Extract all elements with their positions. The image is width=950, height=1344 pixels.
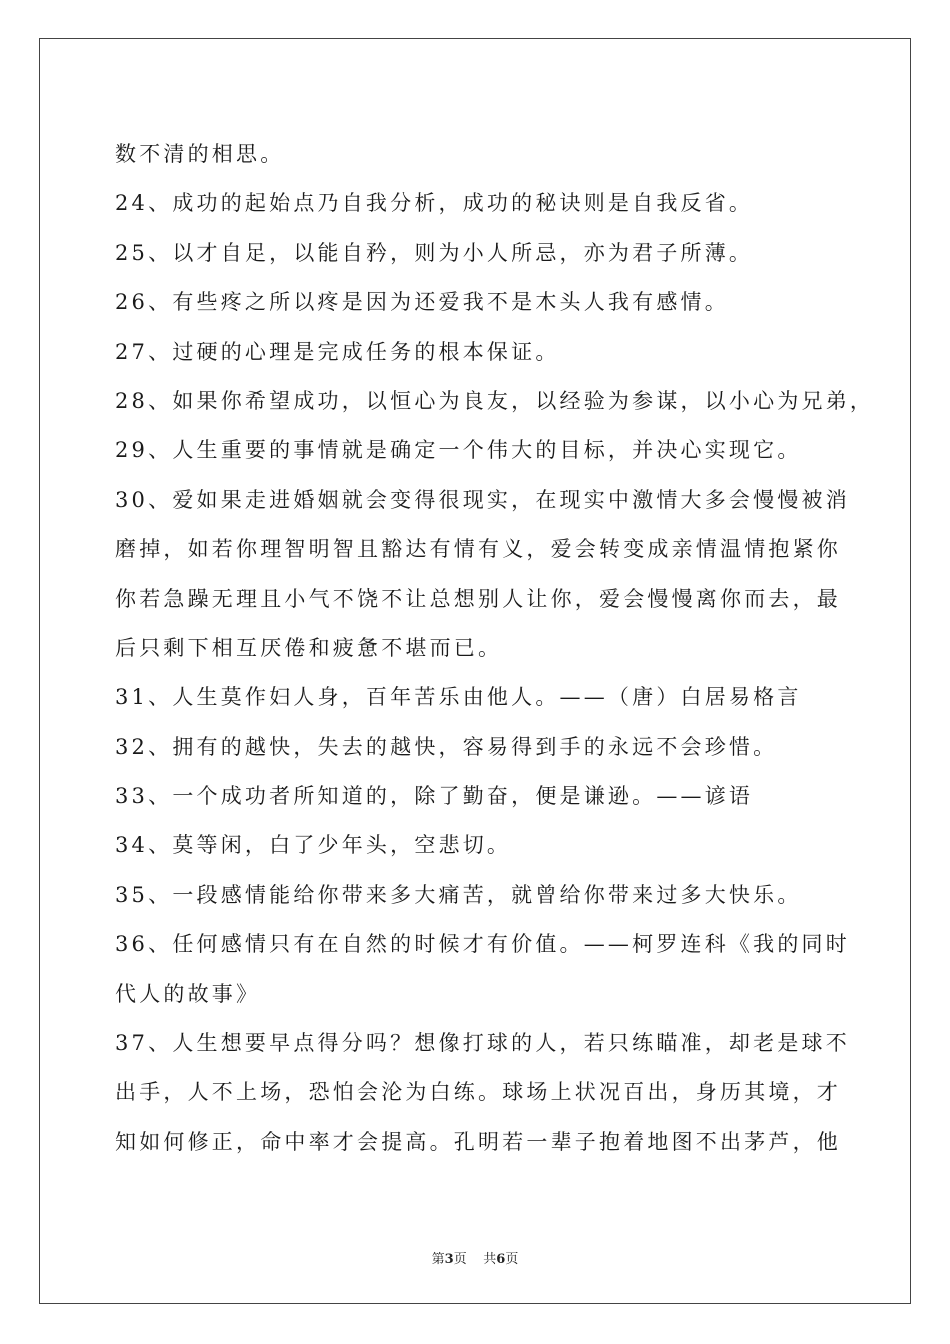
page-number: 3 [444,1252,454,1267]
text-line: 29、人生重要的事情就是确定一个伟大的目标，并决心实现它。 [115,438,802,463]
text-line: 出手，人不上场，恐怕会沦为白练。球场上状况百出，身历其境，才 [115,1080,841,1105]
text-line: 代人的故事》 [115,981,261,1006]
text-line: 后只剩下相互厌倦和疲惫不堪而已。 [115,635,503,660]
text-line: 数不清的相思。 [115,142,285,166]
text-line: 你若急躁无理且小气不饶不让总想别人让你，爱会慢慢离你而去，最 [115,586,841,611]
text-line: 35、一段感情能给你带来多大痛苦，就曾给你带来过多大快乐。 [115,882,802,907]
text-line: 26、有些疼之所以疼是因为还爱我不是木头人我有感情。 [115,290,729,315]
total-prefix: 共 [483,1252,497,1267]
text-line: 33、一个成功者所知道的，除了勤奋，便是谦逊。——谚语 [115,784,754,809]
total-suffix: 页 [505,1252,519,1267]
text-line: 31、人生莫作妇人身，百年苦乐由他人。——（唐）白居易格言 [115,685,802,710]
page-indicator [432,1248,467,1267]
text-line: 34、莫等闲，白了少年头，空悲切。 [115,833,512,858]
text-line: 磨掉，如若你理智明智且豁达有情有义，爱会转变成亲情温情抱紧你 [115,537,841,562]
total-pages: 6 [496,1252,506,1267]
text-line: 27、过硬的心理是完成任务的根本保证。 [115,339,560,364]
page-suffix: 页 [453,1252,467,1267]
text-line: 25、以才自足，以能自矜，则为小人所忌，亦为君子所薄。 [115,240,754,265]
text-line: 36、任何感情只有在自然的时候才有价值。——柯罗连科《我的同时 [115,932,850,957]
page-footer [0,1248,950,1267]
text-line: 37、人生想要早点得分吗？想像打球的人，若只练瞄准，却老是球不 [115,1031,850,1056]
page-prefix: 第 [431,1252,445,1267]
text-line: 知如何修正，命中率才会提高。孔明若一辈子抱着地图不出茅芦，他 [115,1129,841,1154]
total-indicator [483,1248,518,1267]
text-line: 24、成功的起始点乃自我分析，成功的秘诀则是自我反省。 [115,191,754,216]
text-line: 28、如果你希望成功，以恒心为良友，以经验为参谋，以小心为兄弟， [115,388,875,413]
document-body [115,130,875,1167]
text-line: 30、爱如果走进婚姻就会变得很现实，在现实中激情大多会慢慢被消 [115,487,850,512]
text-line: 32、拥有的越快，失去的越快，容易得到手的永远不会珍惜。 [115,734,778,759]
